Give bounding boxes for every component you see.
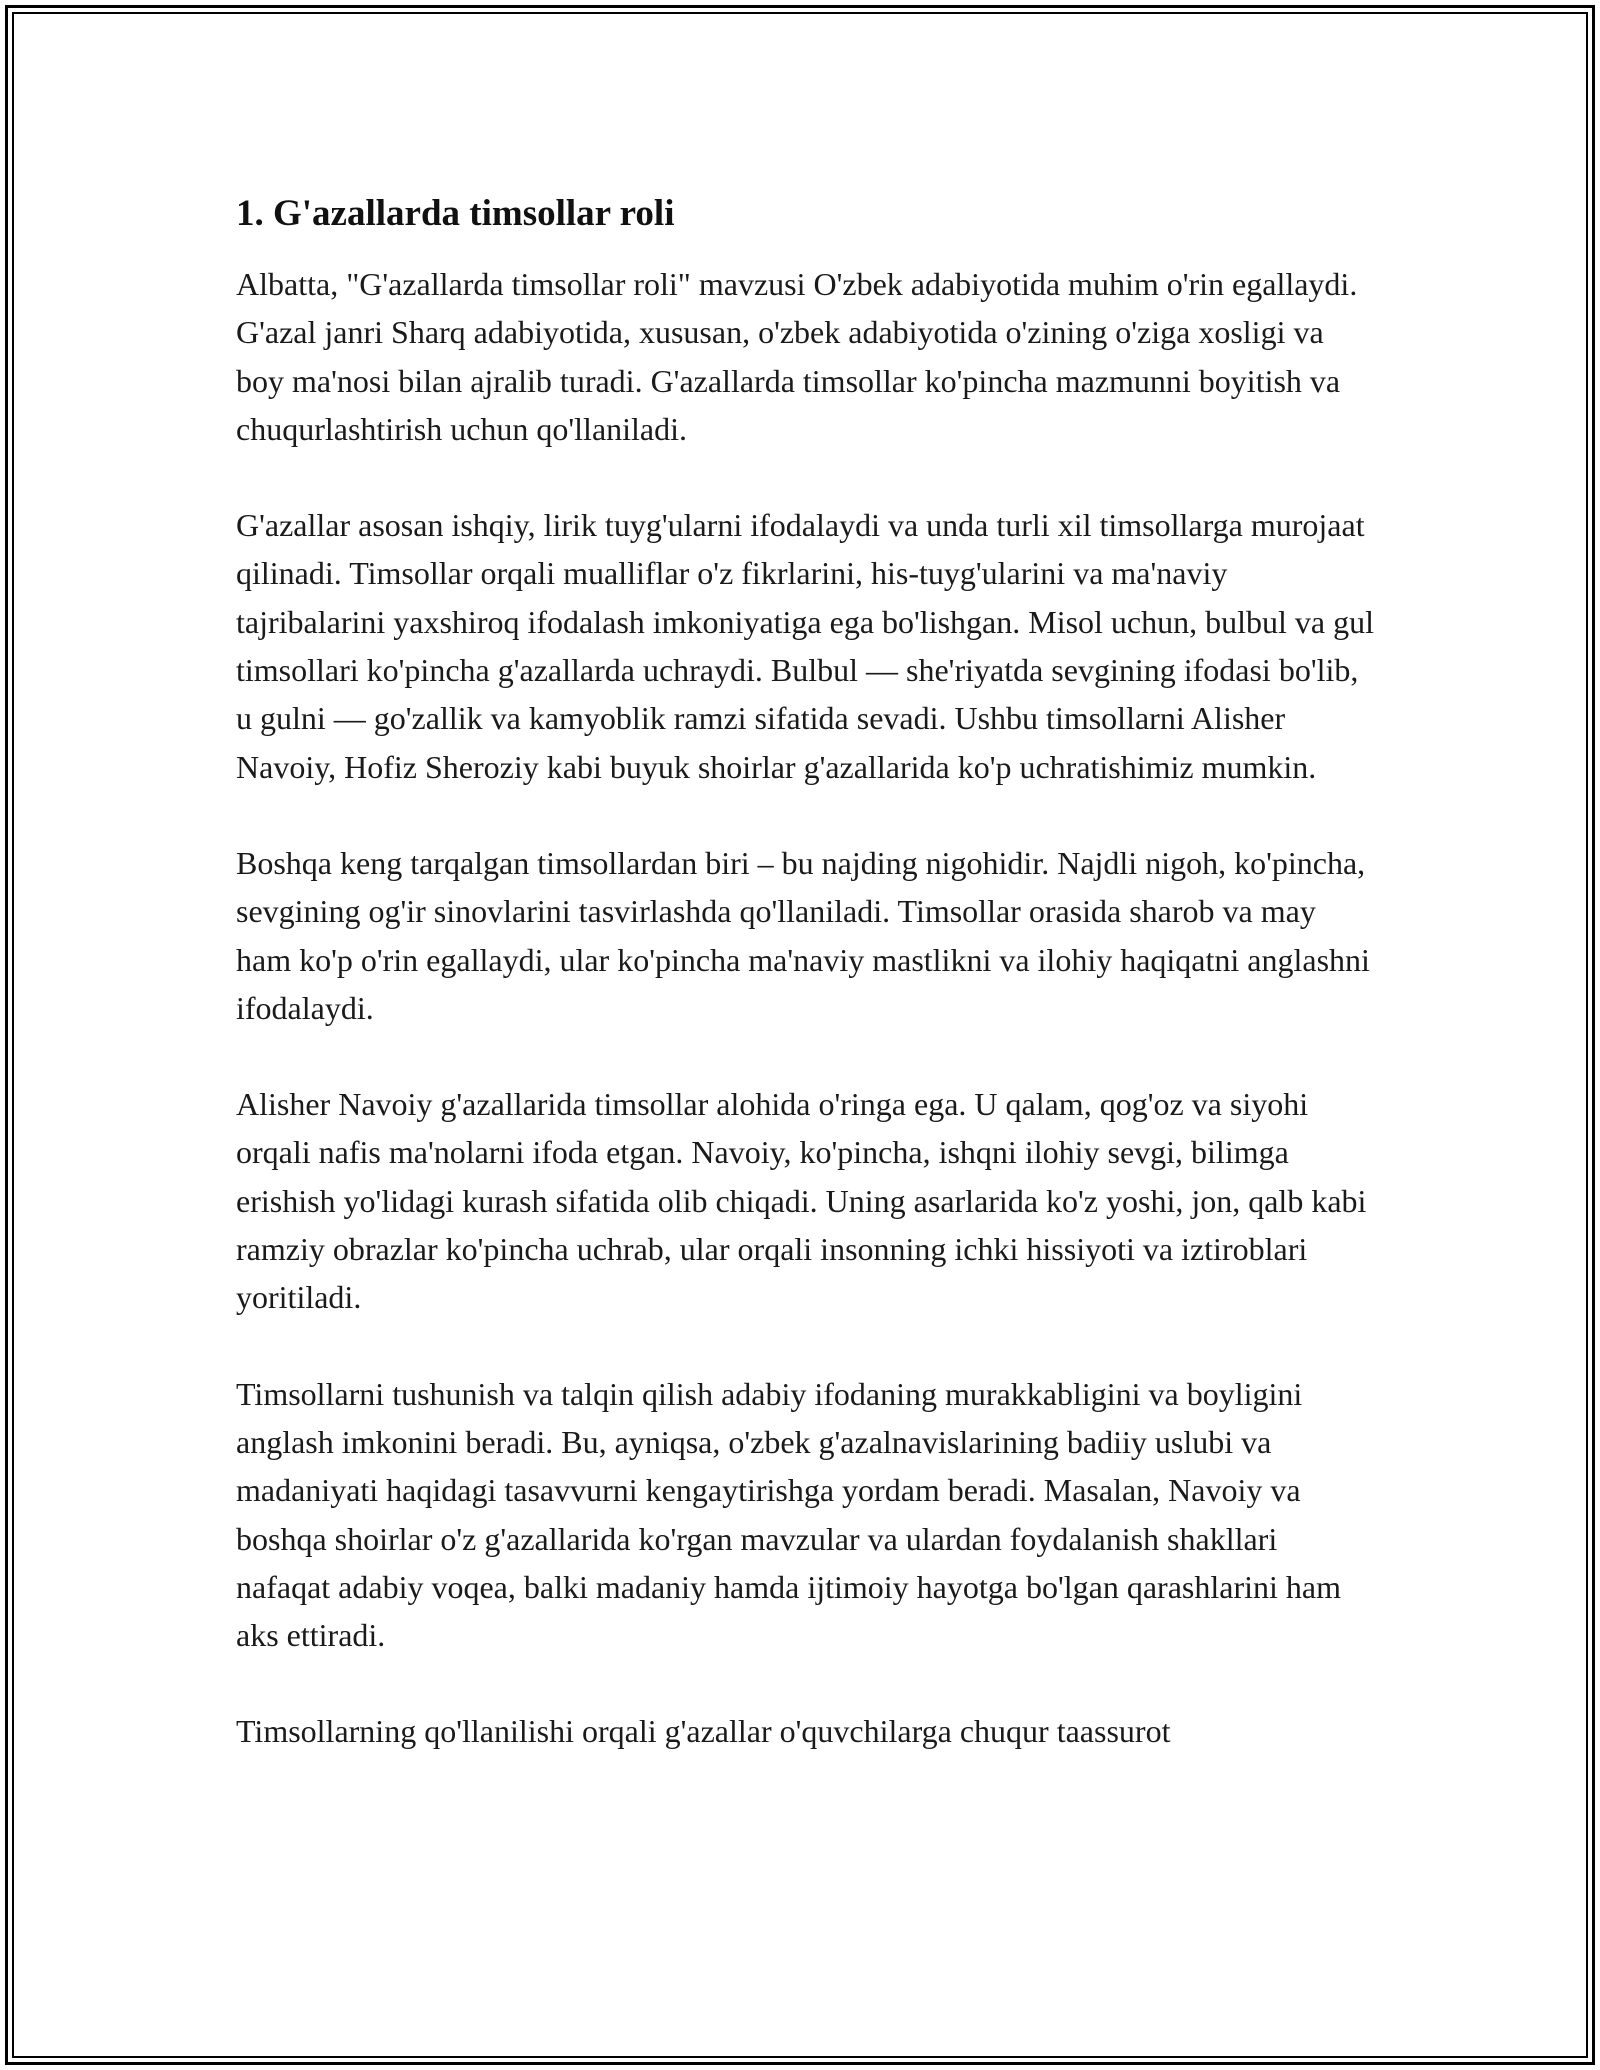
paragraph-1: Albatta, "G'azallarda timsollar roli" mavzusi O'zbek adabiyotida muhim o'rin egallaydi. G'azal janri Sharq adabiyotida, xususan, o'zbek adabiyotida o'zining o'ziga xosligi va boy ma'nosi bilan ajralib turadi. G'azallarda timsollar ko'pincha mazmunni boyitish va chuqurlashtirish uchun qo'llaniladi. [236,266,1358,447]
document-body [236,186,1376,1804]
paragraph-4: Alisher Navoiy g'azallarida timsollar alohida o'ringa ega. U qalam, qog'oz va siyohi orqali nafis ma'nolarni ifoda etgan. Navoiy, ko'pincha, ishqni ilohiy sevgi, bilimga erishish yo'lidagi kurash sifatida olib chiqadi. Uning asarlarida ko'z yoshi, jon, qalb kabi ramziy obrazlar ko'pincha uchrab, ular orqali insonning ichki hissiyoti va iztiroblari yoritiladi. [236,1086,1367,1316]
section-heading: 1. G'azallarda timsollar roli [236,193,675,234]
paragraph-2: G'azallar asosan ishqiy, lirik tuyg'ularni ifodalaydi va unda turli xil timsollarga murojaat qilinadi. Timsollar orqali mualliflar o'z fikrlarini, his-tuyg'ularini va ma'naviy tajribalarini yaxshiroq ifodalash imkoniyatiga ega bo'lishgan. Misol uchun, bulbul va gul timsollari ko'pincha g'azallarda uchraydi. Bulbul — she'riyatda sevgining ifodasi bo'lib, u gulni — go'zallik va kamyoblik ramzi sifatida sevadi. Ushbu timsollarni Alisher Navoiy, Hofiz Sheroziy kabi buyuk shoirlar g'azallarida ko'p uchratishimiz mumkin. [236,507,1374,785]
paragraph-6: Timsollarning qo'llanilishi orqali g'azallar o'quvchilarga chuqur taassurot [236,1713,1171,1750]
paragraph-3: Boshqa keng tarqalgan timsollardan biri – bu najding nigohidir. Najdli nigoh, ko'pincha, sevgining og'ir sinovlarini tasvirlashda qo'llaniladi. Timsollar orasida sharob va may ham ko'p o'rin egallaydi, ular ko'pincha ma'naviy mastlikni va ilohiy haqiqatni anglashni ifodalaydi. [236,844,1370,1026]
paragraph-5: Timsollarni tushunish va talqin qilish adabiy ifodaning murakkabligini va boyligini anglash imkonini beradi. Bu, ayniqsa, o'zbek g'azalnavislarining badiiy uslubi va madaniyati haqidagi tasavvurni kengaytirishga yordam beradi. Masalan, Navoiy va boshqa shoirlar o'z g'azallarida ko'rgan mavzular va ulardan foydalanish shakllari nafaqat adabiy voqea, balki madaniy hamda ijtimoiy hayotga bo'lgan qarashlarini ham aks ettiradi. [236,1375,1341,1654]
